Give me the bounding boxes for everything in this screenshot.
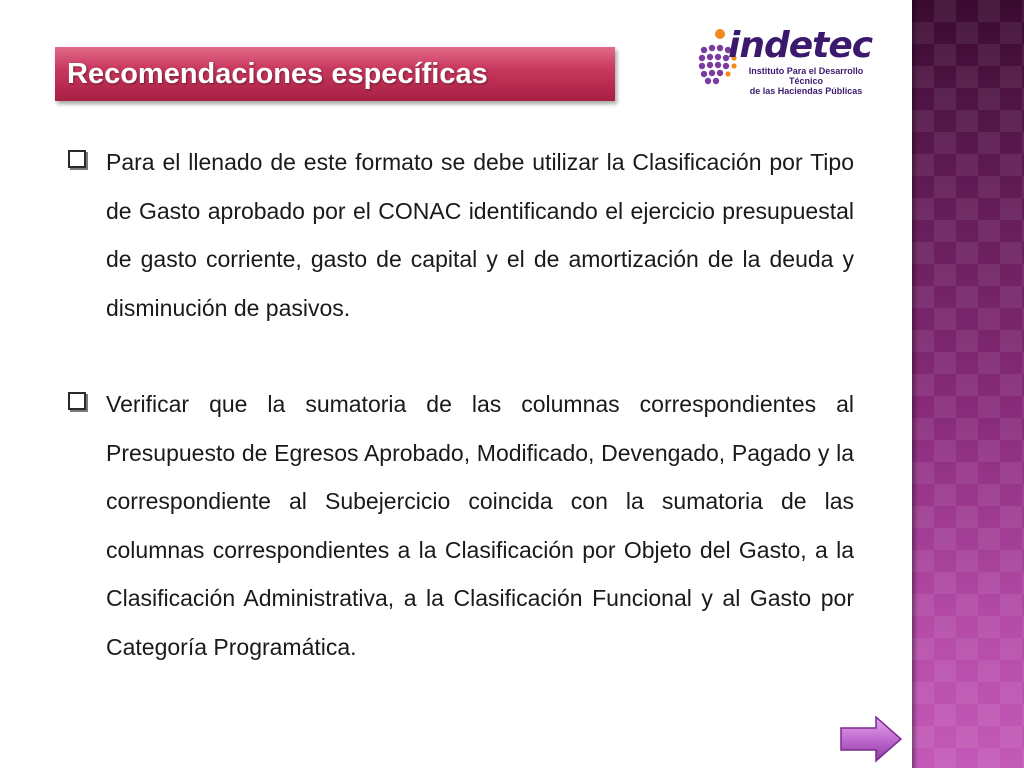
indetec-logo — [694, 22, 884, 96]
decorative-side-band — [912, 0, 1024, 768]
checkbox-bullet-icon — [68, 392, 86, 410]
logo-subtitle — [736, 66, 876, 96]
slide-content — [68, 138, 854, 719]
title-banner — [55, 47, 615, 101]
bullet-item-1 — [68, 138, 854, 332]
logo-wordmark: indetec — [728, 25, 873, 66]
bullet-text-1: Para el llenado de este formato se debe utilizar la Clasificación por Tipo de Gasto aprobado por el CONAC identificando el ejercicio presupuestal de gasto corriente, gasto de capital y el de amortización de la deuda y disminución de pasivos. — [106, 149, 854, 321]
slide-title: Recomendaciones específicas — [67, 57, 488, 90]
bullet-text-2: Verificar que la sumatoria de las columnas correspondientes al Presupuesto de Egresos Aprobado, Modificado, Devengado, Pagado y la correspondiente al Subejercicio coincida con la sumatoria de las columnas correspondientes a la Clasificación por Objeto del Gasto, a la Clasificación Administrativa, a la Clasificación Funcional y al Gasto por Categoría Programática. — [106, 391, 854, 660]
bullet-item-2 — [68, 380, 854, 671]
logo-subtitle-line-1: Instituto Para el Desarrollo Técnico — [748, 66, 864, 86]
logo-subtitle-line-2: de las Haciendas Públicas — [749, 86, 863, 96]
next-arrow-icon — [838, 714, 904, 764]
next-slide-button[interactable] — [838, 714, 904, 764]
checkbox-bullet-icon — [68, 150, 86, 168]
